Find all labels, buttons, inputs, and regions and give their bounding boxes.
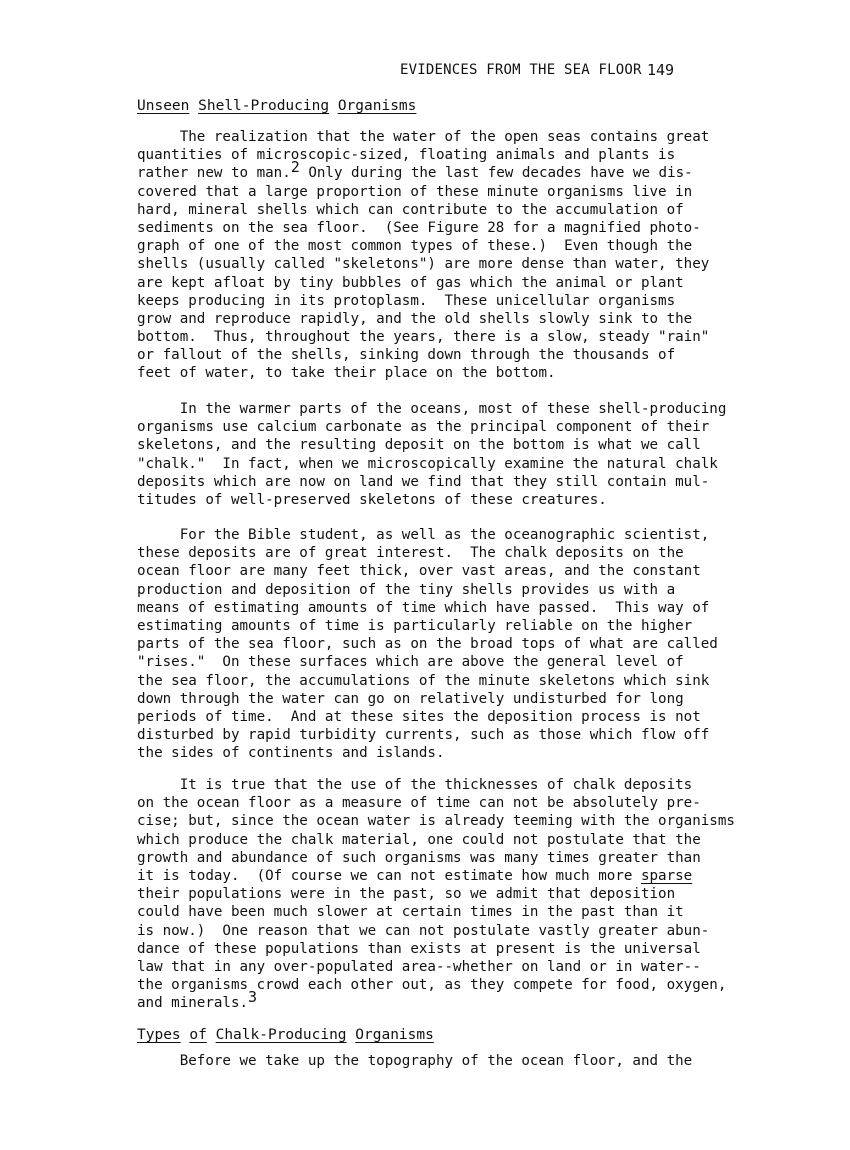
running-head-title: EVIDENCES FROM THE SEA FLOOR [400, 62, 642, 78]
heading-word: of [189, 1027, 207, 1043]
heading-word: Organisms [355, 1027, 434, 1043]
text-line: organisms use calcium carbonate as the principal component of their [137, 419, 710, 436]
page-number: 149 [647, 61, 675, 79]
heading-word: Chalk-Producing [215, 1027, 347, 1043]
text-line: the organisms crowd each other out, as they compete for food, oxygen, [137, 977, 727, 994]
heading-word: Types [137, 1027, 181, 1043]
text-line: production and deposition of the tiny shells provides us with a [137, 581, 676, 598]
text-line: periods of time. And at these sites the deposition process is not [137, 708, 701, 725]
text-line: the sea floor, the accumulations of the minute skeletons which sink [137, 672, 710, 689]
text-line [137, 867, 737, 885]
text-line: titudes of well-preserved skeletons of these creatures. [137, 491, 607, 508]
section-heading-types-of-chalk-producing-organisms [137, 1027, 434, 1043]
heading-word: Organisms [337, 98, 417, 114]
text-line: growth and abundance of such organisms was many times greater than [137, 849, 701, 866]
footnote-mark-2: 2 [290, 158, 300, 177]
text-line: It is true that the use of the thicknesses of chalk deposits [137, 777, 693, 793]
text-line: means of estimating amounts of time which have passed. This way of [137, 599, 710, 616]
text-line: skeletons, and the resulting deposit on the bottom is what we call [137, 437, 701, 454]
text-line: on the ocean floor as a measure of time can not be absolutely pre- [137, 795, 701, 812]
text-line: The realization that the water of the open seas contains great [137, 129, 710, 145]
text-line: covered that a large proportion of these minute organisms live in [137, 183, 693, 200]
heading-word: Unseen [137, 98, 190, 114]
text-fragment: rather new to man. [137, 165, 291, 182]
text-line: graph of one of the most common types of these.) Even though the [137, 238, 693, 255]
text-line: grow and reproduce rapidly, and the old shells slowly sink to the [137, 310, 693, 327]
text-fragment: Only during the last few decades have we dis- [299, 165, 693, 182]
text-line: quantities of microscopic-sized, floating animals and plants is [137, 147, 676, 164]
text-line: deposits which are now on land we find that they still contain mul- [137, 473, 710, 490]
text-line: could have been much slower at certain times in the past than it [137, 904, 684, 921]
text-line: disturbed by rapid turbidity currents, such as those which flow off [137, 727, 710, 744]
section-heading-unseen-shell-producing-organisms [137, 98, 416, 114]
underlined-word: sparse [640, 867, 693, 884]
paragraph-2 [137, 400, 737, 509]
text-line: law that in any over-populated area--whether on land or in water-- [137, 958, 701, 975]
text-line: shells (usually called "skeletons") are more dense than water, they [137, 256, 710, 273]
text-line: dance of these populations than exists at present is the universal [137, 940, 701, 957]
paragraph-5 [137, 1052, 737, 1070]
text-fragment: and minerals. [137, 995, 249, 1012]
text-line: keeps producing in its protoplasm. These unicellular organisms [137, 292, 676, 309]
paragraph-4 [137, 776, 737, 1012]
paragraph-1 [137, 128, 737, 383]
paragraph-3 [137, 526, 737, 762]
text-line: For the Bible student, as well as the oceanographic scientist, [137, 527, 710, 543]
text-line: Before we take up the topography of the ocean floor, and the [137, 1053, 693, 1069]
text-line: feet of water, to take their place on the bottom. [137, 365, 556, 382]
text-line: "rises." On these surfaces which are above the general level of [137, 654, 684, 671]
heading-word: Shell-Producing [198, 98, 330, 114]
text-line: ocean floor are many feet thick, over vast areas, and the constant [137, 563, 701, 580]
text-fragment: it is today. (Of course we can not estimate how much more [137, 867, 641, 884]
footnote-mark-3: 3 [248, 988, 258, 1007]
text-line [137, 988, 737, 1012]
text-line: are kept afloat by tiny bubbles of gas which the animal or plant [137, 274, 684, 291]
text-line: cise; but, since the ocean water is already teeming with the organisms [137, 813, 735, 830]
text-line: or fallout of the shells, sinking down through the thousands of [137, 347, 676, 364]
text-line: estimating amounts of time is particularly reliable on the higher [137, 617, 693, 634]
text-line: their populations were in the past, so we admit that deposition [137, 886, 676, 903]
text-line: hard, mineral shells which can contribute to the accumulation of [137, 201, 684, 218]
text-line: the sides of continents and islands. [137, 745, 445, 762]
text-line: these deposits are of great interest. The chalk deposits on the [137, 545, 684, 562]
text-line: "chalk." In fact, when we microscopically examine the natural chalk [137, 455, 718, 472]
running-head [0, 62, 850, 84]
text-line: which produce the chalk material, one could not postulate that the [137, 831, 701, 848]
text-line: is now.) One reason that we can not postulate vastly greater abun- [137, 922, 710, 939]
text-line: parts of the sea floor, such as on the broad tops of what are called [137, 636, 718, 653]
text-line: bottom. Thus, throughout the years, there is a slow, steady "rain" [137, 329, 710, 346]
text-line [137, 158, 737, 182]
text-line: down through the water can go on relatively undisturbed for long [137, 690, 684, 707]
text-line: sediments on the sea floor. (See Figure 28 for a magnified photo- [137, 219, 701, 236]
text-line: In the warmer parts of the oceans, most of these shell-producing [137, 401, 727, 417]
